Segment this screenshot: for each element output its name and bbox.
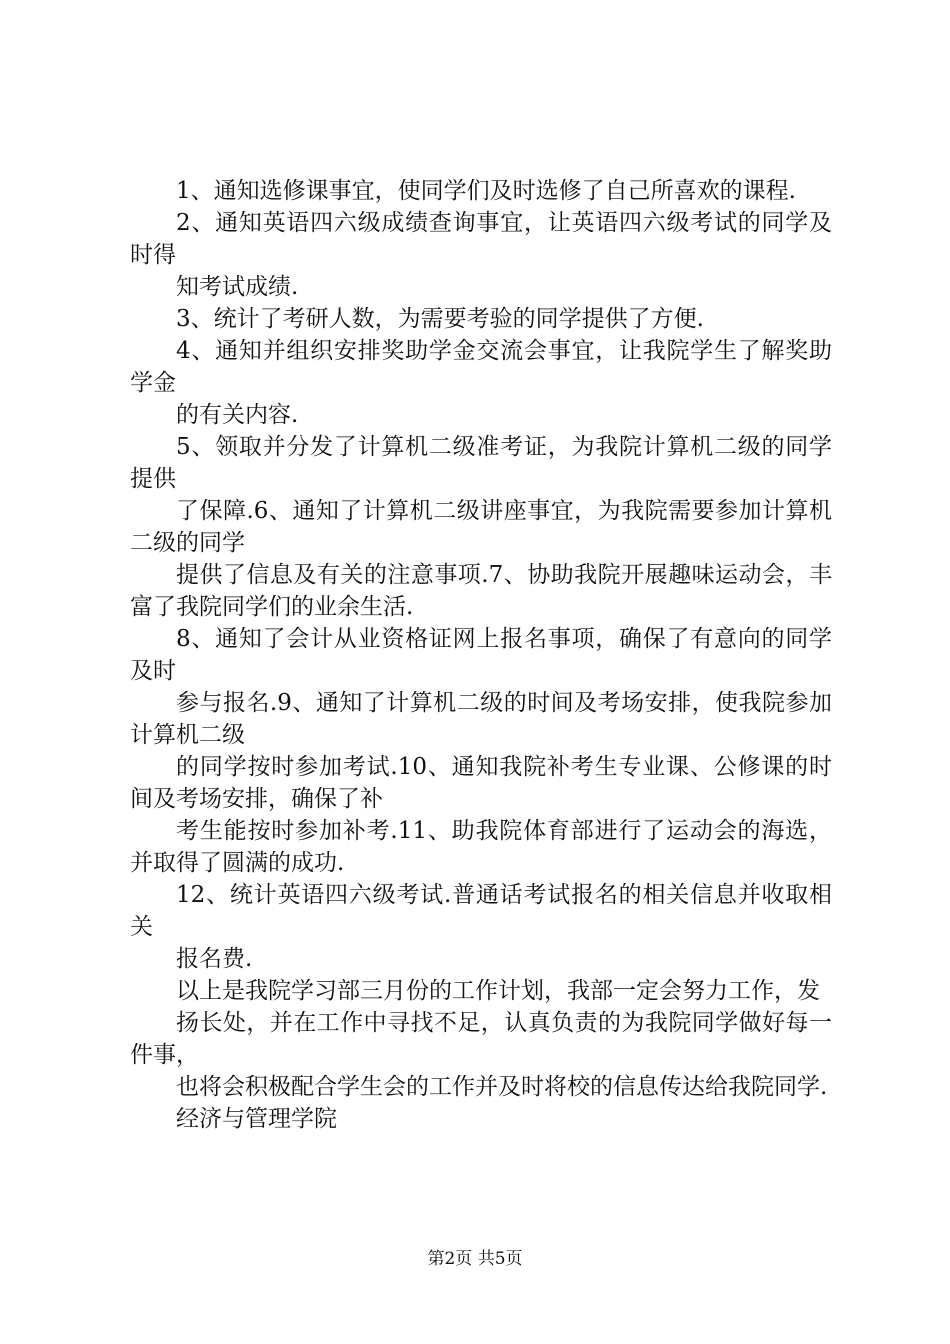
paragraph: 参与报名.9、通知了计算机二级的时间及考场安排，使我院参加计算机二级 [130, 690, 832, 748]
paragraph: 知考试成绩. [176, 274, 299, 300]
paragraph: 的有关内容. [176, 402, 299, 428]
paragraph: 8、通知了会计从业资格证网上报名事项，确保了有意向的同学及时 [130, 626, 832, 684]
paragraph: 以上是我院学习部三月份的工作计划，我部一定会努力工作，发 [176, 978, 820, 1004]
paragraph: 的同学按时参加考试.10、通知我院补考生专业课、公修课的时间及考场安排，确保了补 [130, 754, 832, 812]
paragraph: 扬长处，并在工作中寻找不足，认真负责的为我院同学做好每一件事， [130, 1010, 832, 1068]
paragraph: 4、通知并组织安排奖助学金交流会事宜，让我院学生了解奖助学金 [130, 338, 832, 396]
paragraph: 也将会积极配合学生会的工作并及时将校的信息传达给我院同学. [176, 1074, 828, 1100]
paragraph: 5、领取并分发了计算机二级准考证，为我院计算机二级的同学提供 [130, 434, 832, 492]
paragraph: 报名费. [176, 946, 253, 972]
paragraph: 考生能按时参加补考.11、助我院体育部进行了运动会的海选，并取得了圆满的成功. [130, 818, 832, 876]
paragraph: 1、通知选修课事宜，使同学们及时选修了自己所喜欢的课程. [176, 178, 796, 204]
paragraph: 了保障.6、通知了计算机二级讲座事宜，为我院需要参加计算机二级的同学 [130, 498, 832, 556]
paragraph: 12、统计英语四六级考试.普通话考试报名的相关信息并收取相关 [130, 882, 832, 940]
document-body [130, 175, 832, 1135]
paragraph: 3、统计了考研人数，为需要考验的同学提供了方便. [176, 306, 704, 332]
paragraph: 提供了信息及有关的注意事项.7、协助我院开展趣味运动会，丰富了我院同学们的业余生活. [130, 562, 832, 620]
paragraph: 2、通知英语四六级成绩查询事宜，让英语四六级考试的同学及时得 [130, 210, 832, 268]
signature-line: 经济与管理学院 [176, 1106, 337, 1132]
page-footer: 第2页 共5页 [427, 1249, 523, 1269]
